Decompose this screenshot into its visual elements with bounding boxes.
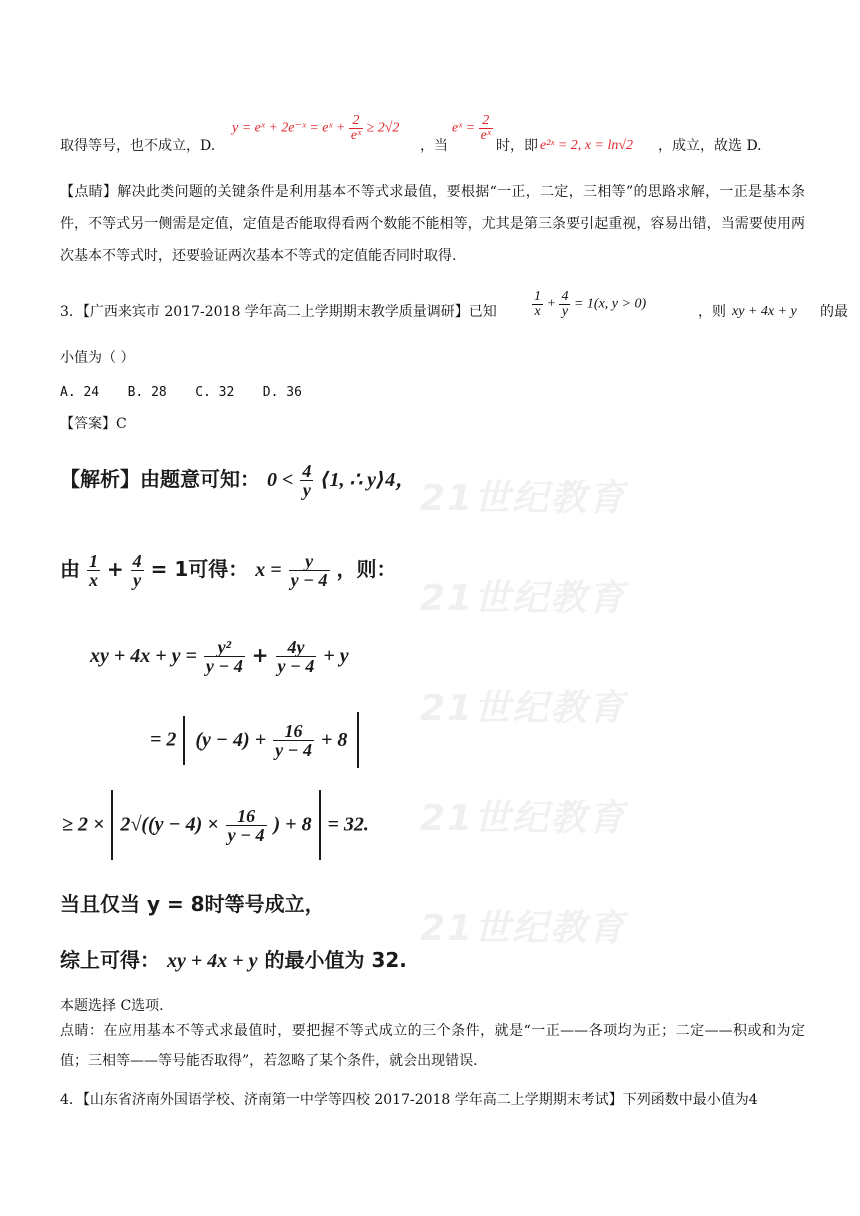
watermark: 21世纪教育	[420, 798, 627, 839]
tip-paragraph-1: 【点睛】解决此类问题的关键条件是利用基本不等式求最值，要根据“一正，二定，三相等”的思路求解，一正是基本条件，不等式另一侧需是定值，定值是否能取得看两个数能不能相等，尤其是第三条要引起重视，容易出错，当需要使用两次基本不等式时，还要验证两次基本不等式的定值能否同时取得.	[60, 184, 805, 264]
when-text: ，当	[420, 138, 448, 154]
formula-1: y = eˣ + 2e⁻ˣ = eˣ + $\frac{2}{\text{eˣ}}$ ≥ 2√2	[232, 113, 400, 143]
tip-paragraph-2: 点睛：在应用基本不等式求最值时，要把握不等式成立的三个条件，就是“一正——各项均为正；二定——积或和为定值；三相等——等号能否取得”，若忽略了某个条件，就会出现错误.	[60, 1023, 805, 1069]
top-formula-line	[60, 114, 805, 158]
q3-condition: $\frac{1}{x}$ + $\frac{4}{y}$ = 1(x, y > 0)	[534, 289, 647, 319]
solution-line-7: 综上可得： xy + 4x + y 的最小值为 32.	[60, 948, 407, 972]
solution-line-4: = 2 (y − 4) + $\frac{16}{y - 4}$ + 8	[150, 712, 359, 768]
watermark: 21世纪教育	[420, 688, 627, 729]
watermark: 21世纪教育	[420, 908, 627, 949]
choice-c: C. 32	[195, 385, 235, 400]
question-3-cont: 小值为（ ）	[60, 350, 135, 366]
answer-line: 【答案】C	[60, 416, 127, 432]
top-prefix: 取得等号，也不成立，D.	[60, 138, 216, 154]
choice-b: B. 28	[127, 385, 167, 400]
question-4: 4．【山东省济南外国语学校、济南第一中学等四校 2017-2018 学年高二上学期期末考试】下列函数中最小值为4	[60, 1092, 758, 1108]
question-3: 3．【广西来宾市 2017-2018 学年高二上学期期末教学质量调研】已知 $\frac{1}{x}$ + $\frac{4}{y}$ = 1(x, y > 0) ，则 xy + 4x + y 的最	[60, 289, 848, 320]
formula-3: e²ˣ = 2, x = ln√2	[540, 138, 634, 153]
watermark: 21世纪教育	[420, 578, 627, 619]
solution-line-5: ≥ 2 × 2√((y − 4) × $\frac{16}{y - 4}$ ) + 8 = 32.	[62, 790, 369, 860]
mid-text: 时，即	[496, 138, 538, 154]
solution-line-3: xy + 4x + y = $\frac{\text{y²}}{y - 4}$ + $\frac{4y}{y - 4}$ + y	[90, 637, 349, 676]
choice-a: A. 24	[60, 385, 100, 400]
solution-line-1: 【解析】由题意可知： 0 < $\frac{4}{y}$ ⟨1, ∴ y⟩4，	[60, 461, 416, 500]
watermark: 21世纪教育	[420, 478, 627, 519]
choice-d: D. 36	[262, 385, 302, 400]
answer-choices	[60, 382, 805, 403]
solution-line-6: 当且仅当 y = 8时等号成立，	[60, 892, 325, 916]
choose-line: 本题选择 C选项.	[60, 998, 164, 1014]
formula-2: eˣ = $\frac{2}{\text{eˣ}}$	[452, 113, 491, 143]
top-suffix: ，成立，故选 D.	[658, 138, 762, 154]
solution-line-2: 由 $\frac{1}{x}$ + $\frac{4}{y}$ = 1可得： x = $\frac{y}{y - 4}$ ，则：	[60, 551, 397, 590]
